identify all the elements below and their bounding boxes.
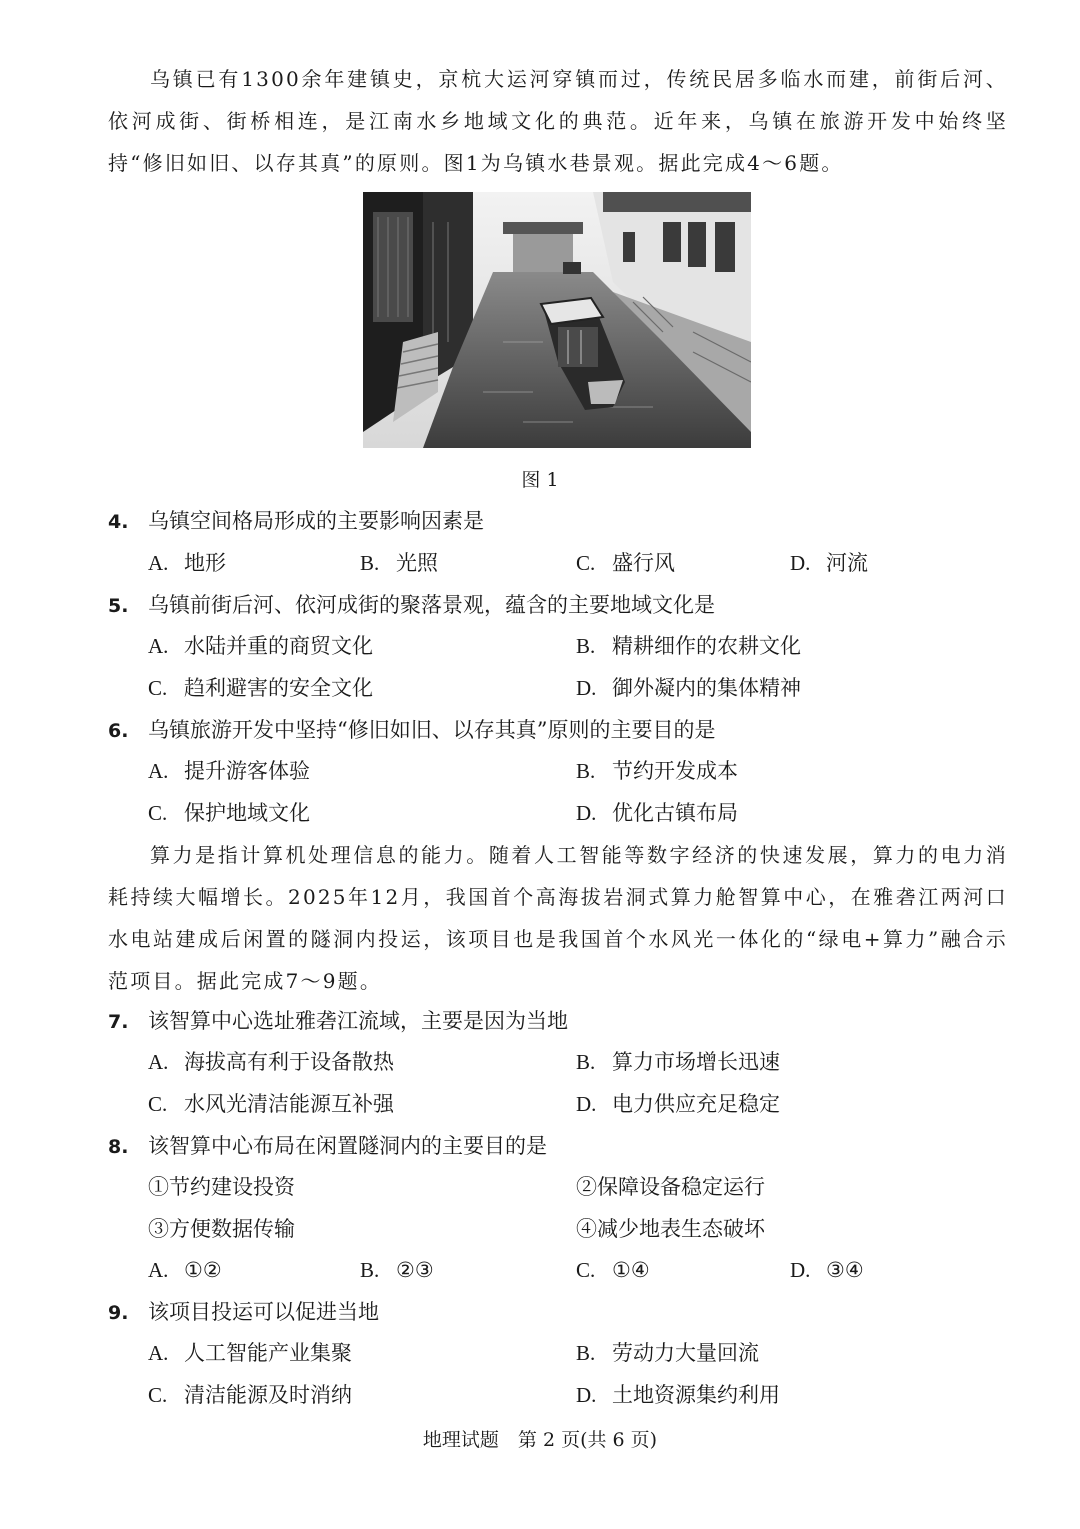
option-5a: A. 水陆并重的商贸文化 xyxy=(148,634,373,658)
option-8b: B. ②③ xyxy=(360,1258,434,1282)
question-7 xyxy=(108,1006,568,1037)
statement-3: ③方便数据传输 xyxy=(148,1217,295,1241)
question-number: 8. xyxy=(108,1136,129,1158)
question-9 xyxy=(108,1297,379,1328)
option-4b: B. 光照 xyxy=(360,551,438,575)
option-9c: C. 清洁能源及时消纳 xyxy=(148,1383,352,1407)
option-8d: D. ③④ xyxy=(790,1258,864,1282)
question-number: 5. xyxy=(108,595,129,617)
option-4d: D. 河流 xyxy=(790,551,868,575)
question-number: 4. xyxy=(108,511,129,533)
option-5c: C. 趋利避害的安全文化 xyxy=(148,676,373,700)
statement-1: ①节约建设投资 xyxy=(148,1175,295,1199)
option-7c: C. 水风光清洁能源互补强 xyxy=(148,1092,394,1116)
passage-computing-center: 算力是指计算机处理信息的能力。随着人工智能等数字经济的快速发展，算力的电力消耗持续大幅增长。2025年12月，我国首个高海拔岩洞式算力舱智算中心，在雅砻江两河口水电站建成后闲置的隧洞内投运，该项目也是我国首个水风光一体化的“绿电+算力”融合示范项目。据此完成7～9题。 xyxy=(108,843,1008,993)
statement-2: ②保障设备稳定运行 xyxy=(576,1175,765,1199)
question-stem: 乌镇空间格局形成的主要影响因素是 xyxy=(148,509,484,533)
option-5b: B. 精耕细作的农耕文化 xyxy=(576,634,801,658)
question-number: 9. xyxy=(108,1302,129,1324)
option-6a: A. 提升游客体验 xyxy=(148,759,310,783)
question-number: 7. xyxy=(108,1011,129,1033)
question-6 xyxy=(108,715,715,746)
option-6c: C. 保护地域文化 xyxy=(148,801,310,825)
wuzhen-canal-photo xyxy=(363,192,751,448)
option-6b: B. 节约开发成本 xyxy=(576,759,738,783)
question-stem: 乌镇旅游开发中坚持“修旧如旧、以存其真”原则的主要目的是 xyxy=(148,718,716,742)
option-9d: D. 土地资源集约利用 xyxy=(576,1383,780,1407)
option-4c: C. 盛行风 xyxy=(576,551,675,575)
question-5 xyxy=(108,590,715,621)
option-4a: A. 地形 xyxy=(148,551,226,575)
option-9b: B. 劳动力大量回流 xyxy=(576,1341,759,1365)
option-7b: B. 算力市场增长迅速 xyxy=(576,1050,780,1074)
statement-4: ④减少地表生态破坏 xyxy=(576,1217,765,1241)
option-7a: A. 海拔高有利于设备散热 xyxy=(148,1050,394,1074)
option-6d: D. 优化古镇布局 xyxy=(576,801,738,825)
question-stem: 该智算中心布局在闲置隧洞内的主要目的是 xyxy=(148,1134,547,1158)
option-8a: A. ①② xyxy=(148,1258,222,1282)
question-number: 6. xyxy=(108,720,129,742)
question-4 xyxy=(108,506,484,537)
option-8c: C. ①④ xyxy=(576,1258,650,1282)
question-stem: 该项目投运可以促进当地 xyxy=(148,1300,379,1324)
question-stem: 乌镇前街后河、依河成街的聚落景观，蕴含的主要地域文化是 xyxy=(148,593,715,617)
question-stem: 该智算中心选址雅砻江流域，主要是因为当地 xyxy=(148,1009,568,1033)
passage-wuzhen: 乌镇已有1300余年建镇史，京杭大运河穿镇而过，传统民居多临水而建，前街后河、依河成街、街桥相连，是江南水乡地域文化的典范。近年来，乌镇在旅游开发中始终坚持“修旧如旧、以存其真”的原则。图1为乌镇水巷景观。据此完成4～6题。 xyxy=(108,67,1008,175)
page-footer: 地理试题 第 2 页(共 6 页) xyxy=(422,1429,658,1451)
figure-caption: 图 1 xyxy=(521,469,559,491)
option-9a: A. 人工智能产业集聚 xyxy=(148,1341,352,1365)
option-7d: D. 电力供应充足稳定 xyxy=(576,1092,780,1116)
question-8 xyxy=(108,1131,547,1162)
option-5d: D. 御外凝内的集体精神 xyxy=(576,676,801,700)
